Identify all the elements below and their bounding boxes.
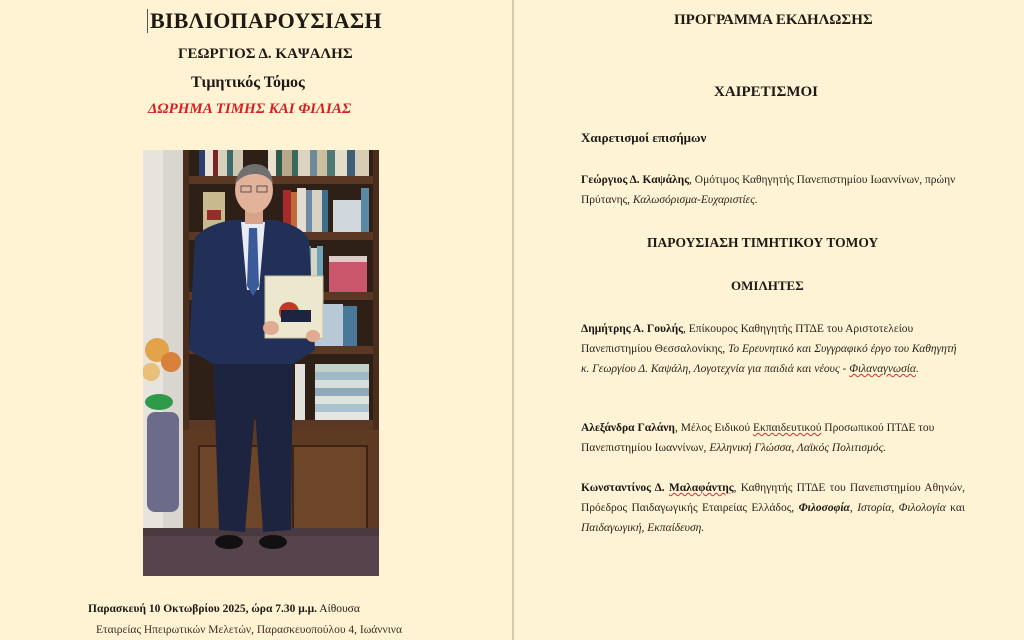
author-photo (143, 150, 379, 576)
speaker-topic: Καλωσόρισμα-Ευχαριστίες. (632, 194, 758, 206)
speaker-topic-conj: και (950, 502, 965, 514)
speaker-name: Γεώργιος Δ. Καψάλης (581, 174, 690, 186)
speaker-name: Αλεξάνδρα Γαλάνη (581, 422, 675, 434)
speaker-name: Δημήτρης Α. Γουλής (581, 323, 683, 335)
speaker-role: , Καθηγητής ΠΤΔΕ του Πανεπιστημίου Αθηνών, Πρόεδρος Παιδαγωγικής Εταιρείας Ελλάδος, (581, 482, 965, 514)
volume-subtitle: ΔΩΡΗΜΑ ΤΙΜΗΣ ΚΑΙ ΦΙΛΙΑΣ (148, 101, 352, 117)
speaker-role: , Μέλος Ειδικού (674, 422, 754, 434)
speaker-topic: , Ιστορία, Φιλολογία (849, 502, 951, 514)
speaker-role-misspelled: Εκπαιδευτικού (753, 422, 822, 434)
official-greetings-subheading: Χαιρετισμοί επισήμων (581, 130, 707, 145)
speaker-name: Κωνσταντίνος Δ. (581, 482, 669, 494)
program-heading: ΠΡΟΓΡΑΜΜΑ ΕΚΔΗΛΩΣΗΣ (674, 12, 873, 28)
greeting-entry (581, 170, 965, 210)
speaker-entry-2 (581, 418, 965, 458)
speaker-topic-end: . (915, 363, 919, 375)
event-venue: Εταιρείας Ηπειρωτικών Μελετών, Παρασκευοπούλου 4, Ιωάννινα (96, 624, 403, 636)
speaker-topic-rest: Παιδαγωγική, Εκπαίδευση. (581, 522, 705, 534)
volume-type: Τιμητικός Τόμος (191, 74, 305, 91)
speakers-heading: ΟΜΙΛΗΤΕΣ (731, 278, 804, 293)
speaker-role: , Ομότιμος Καθηγητής Πανεπιστημίου Ιωαννίνων, πρώην Πρύτανης, (581, 174, 956, 206)
speaker-surname-misspelled: Μαλαφάντης (668, 482, 734, 494)
text-cursor (147, 9, 148, 33)
document-title[interactable]: ΒΙΒΛΙΟΠΑΡΟΥΣΙΑΣΗ (150, 8, 382, 33)
speaker-entry-3 (581, 478, 965, 538)
presentation-heading: ΠΑΡΟΥΣΙΑΣΗ ΤΙΜΗΤΙΚΟΥ ΤΟΜΟΥ (647, 235, 879, 250)
greetings-heading: ΧΑΙΡΕΤΙΣΜΟΙ (714, 84, 818, 100)
speaker-topic-bold: Φιλοσοφία (798, 502, 850, 514)
author-name: ΓΕΩΡΓΙΟΣ Δ. ΚΑΨΑΛΗΣ (178, 46, 353, 62)
speaker-topic: Το Ερευνητικό και Συγγραφικό έργο του Καθηγητή κ. Γεωργίου Δ. Καψάλη, Λογοτεχνία για παιδιά και νέους - (581, 343, 957, 375)
event-date-time-bold: Παρασκευή 10 Οκτωβρίου 2025, ώρα 7.30 μ.μ. (88, 603, 318, 615)
speaker-entry-1 (581, 319, 965, 379)
event-venue-part1: Αίθουσα (319, 603, 360, 615)
speaker-role: , Επίκουρος Καθηγητής ΠΤΔΕ του Αριστοτελείου Πανεπιστημίου Θεσσαλονίκης, (581, 323, 914, 355)
speaker-topic-misspelled: Φιλαναγνωσία (849, 363, 916, 375)
speaker-topic: Ελληνική Γλώσσα, Λαϊκός Πολιτισμός. (709, 442, 887, 454)
speaker-role-rest: Προσωπικού ΠΤΔΕ του Πανεπιστημίου Ιωαννίνων, (581, 422, 935, 454)
event-date-time (88, 603, 360, 615)
